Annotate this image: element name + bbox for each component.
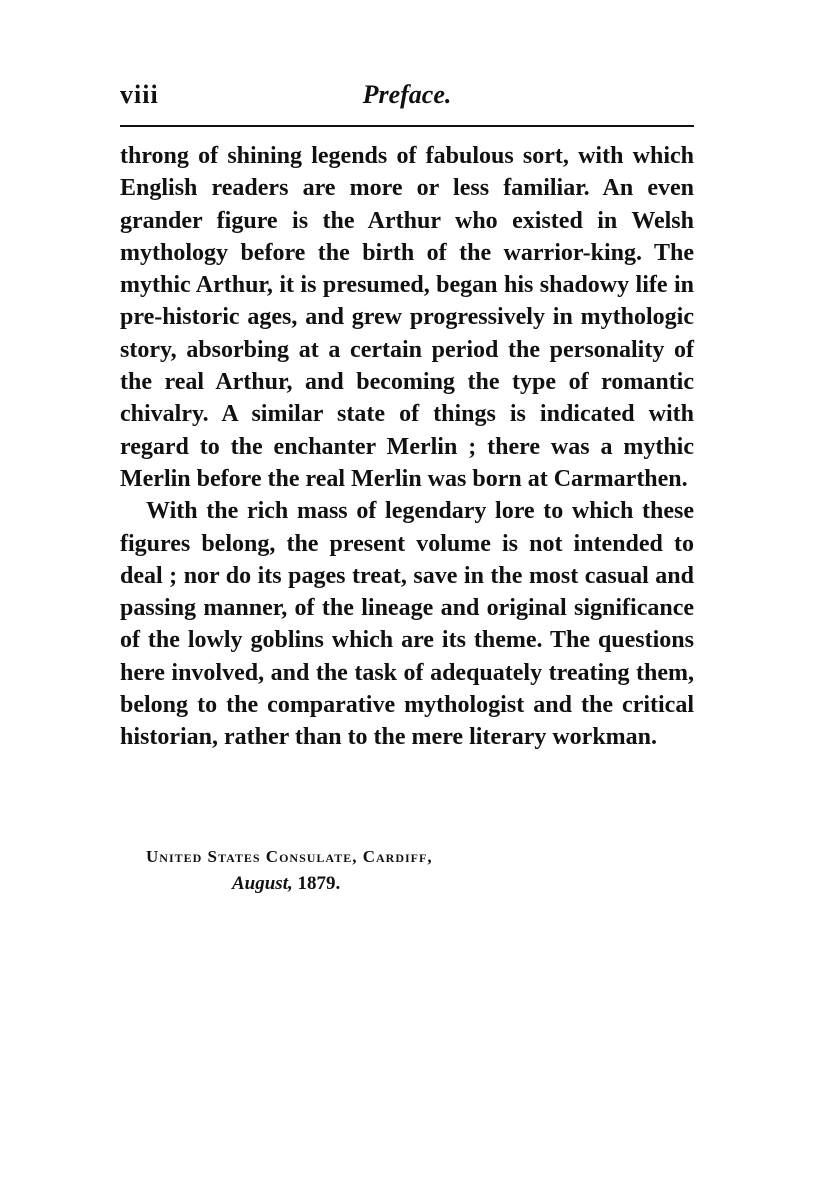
signature-block: [146, 844, 646, 898]
page-header: [120, 80, 694, 120]
signature-year: 1879.: [297, 873, 341, 894]
page-number: viii: [120, 80, 159, 109]
body-text: [120, 140, 694, 754]
paragraph-2: With the rich mass of legendary lore to which these figures belong, the present volume is not intended to deal ; nor do its pages treat, save in the most casual and passing manner, of the lineage and original significance of the lowly goblins which are its theme. The questions here involved, and the task of adequately treating them, belong to the comparative mythologist and the critical historian, rather than to the mere literary workman.: [120, 498, 694, 751]
header-rule: [120, 125, 694, 127]
signature-month: August,: [232, 873, 293, 894]
signature-date: [232, 870, 646, 898]
paragraph-1: throng of shining legends of fabulous sort, with which English readers are more or less familiar. An even grander figure is the Arthur who existed in Welsh mythology before the birth of the warrior-king. The mythic Arthur, it is presumed, began his shadowy life in pre-historic ages, and grew progressively in mythologic story, absorbing at a certain period the personality of the real Arthur, and becoming the type of romantic chivalry. A similar state of things is indicated with regard to the enchanter Merlin ; there was a mythic Merlin before the real Merlin was born at Carmarthen.: [120, 143, 694, 492]
running-title: Preface.: [362, 80, 452, 109]
signature-place: United States Consulate, Cardiff,: [146, 847, 433, 866]
